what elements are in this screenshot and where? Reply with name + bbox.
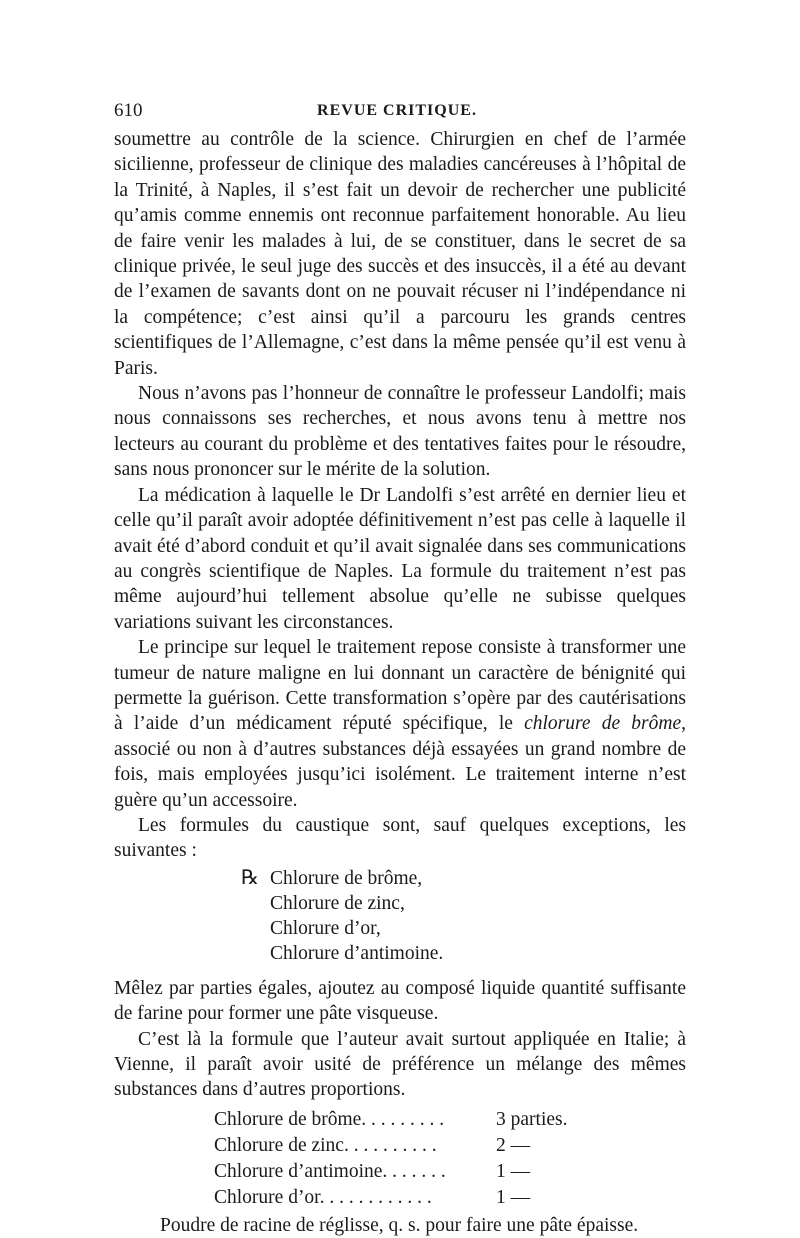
paragraph-7: C’est là la formule que l’auteur avait surtout appliquée en Italie; à Vienne, il paraît avoir usité de préférence un mélange des mêmes substances dans d’autres proportions. [114,1028,686,1101]
recipe-ingredient: Chlorure de zinc. . . . . . . . . . [214,1134,437,1156]
running-title: REVUE CRITIQUE. [317,102,477,119]
paragraph-4-end: , associé ou non à d’autres substances déjà essayées un grand nombre de fois, mais employées jusqu’ici isolément. Le traitement interne n’est guère qu’un accessoire. [114,713,686,811]
recipe-final-line: Poudre de racine de réglisse, q. s. pour faire une pâte épaisse. [160,1214,639,1236]
recipe-row [214,1107,584,1132]
paragraph-4 [114,635,686,813]
recipe-quantity: 2 — [496,1134,531,1156]
recipe-row [214,1133,584,1158]
formula-item: Chlorure de zinc, [270,892,405,914]
recipe-ingredient: Chlorure de brôme. . . . . . . . . [214,1108,445,1130]
paragraph-3: La médication à laquelle le Dr Landolfi s’est arrêté en dernier lieu et celle qu’il paraît avoir adoptée définitivement n’est pas celle à laquelle il avait été d’abord conduit et qu’il avait signalée dans ses communications au congrès scientifique de Naples. La formule du traitement n’est pas même aujourd’hui tellement absolue qu’elle ne subisse quelques variations suivant les circonstances. [114,484,686,633]
recipe-ingredient: Chlorure d’or. . . . . . . . . . . . [214,1186,432,1208]
caustic-formula [114,866,686,967]
recipe-quantity: 1 — [496,1186,531,1208]
recipe-ingredient: Chlorure d’antimoine. . . . . . . [214,1160,446,1182]
page-header [114,100,680,126]
recipe-row [214,1159,584,1184]
paragraph-4-start: Le principe sur lequel le traitement repose consiste à transformer une tumeur de nature maligne en lui donnant un caractère de bénignité qui permette la guérison. Cette transformation s’opère par des cautérisations à l’aide d’un médicament réputé spécifique, le [114,637,686,735]
chlorure-de-brome-italic: chlorure de brôme [524,713,682,735]
recipe-row [214,1185,584,1210]
recipe-quantity: 3 parties. [496,1108,568,1130]
formula-item: Chlorure d’or, [270,917,381,939]
paragraph-6: Mêlez par parties égales, ajoutez au composé liquide quantité suffisante de farine pour former une pâte visqueuse. [114,977,686,1025]
proportions-recipe [114,1107,686,1211]
paragraph-2: Nous n’avons pas l’honneur de connaître le professeur Landolfi; mais nous connaissons ses recherches, et nous avons tenu à mettre nos lecteurs au courant du problème et des tentatives faites pour le résoudre, sans nous prononcer sur le mérite de la solution. [114,383,686,481]
formula-item: Chlorure d’antimoine. [270,942,444,964]
paragraph-5: Les formules du caustique sont, sauf quelques exceptions, les suivantes : [114,814,686,862]
recipe-quantity: 1 — [496,1160,531,1182]
page-number: 610 [114,100,143,121]
recipe-symbol-icon: ℞ [241,866,259,889]
body-text [114,127,686,1238]
formula-item: Chlorure de brôme, [270,867,423,889]
paragraph-1: soumettre au contrôle de la science. Chirurgien en chef de l’armée sicilienne, professeur de clinique des maladies cancéreuses à l’hôpital de la Trinité, à Naples, il s’est fait un devoir de rechercher une publicité qu’amis comme ennemis ont reconnue parfaitement honorable. Au lieu de faire venir les malades à lui, de se constituer, dans le secret de sa clinique privée, le seul juge des succès et des insuccès, il a été au devant de l’examen de savants dont on ne pouvait récuser ni l’indépendance ni la compétence; c’est ainsi qu’il a parcouru les grands centres scientifiques de l’Allemagne, c’est dans la même pensée qu’il est venu à Paris. [114,129,686,379]
